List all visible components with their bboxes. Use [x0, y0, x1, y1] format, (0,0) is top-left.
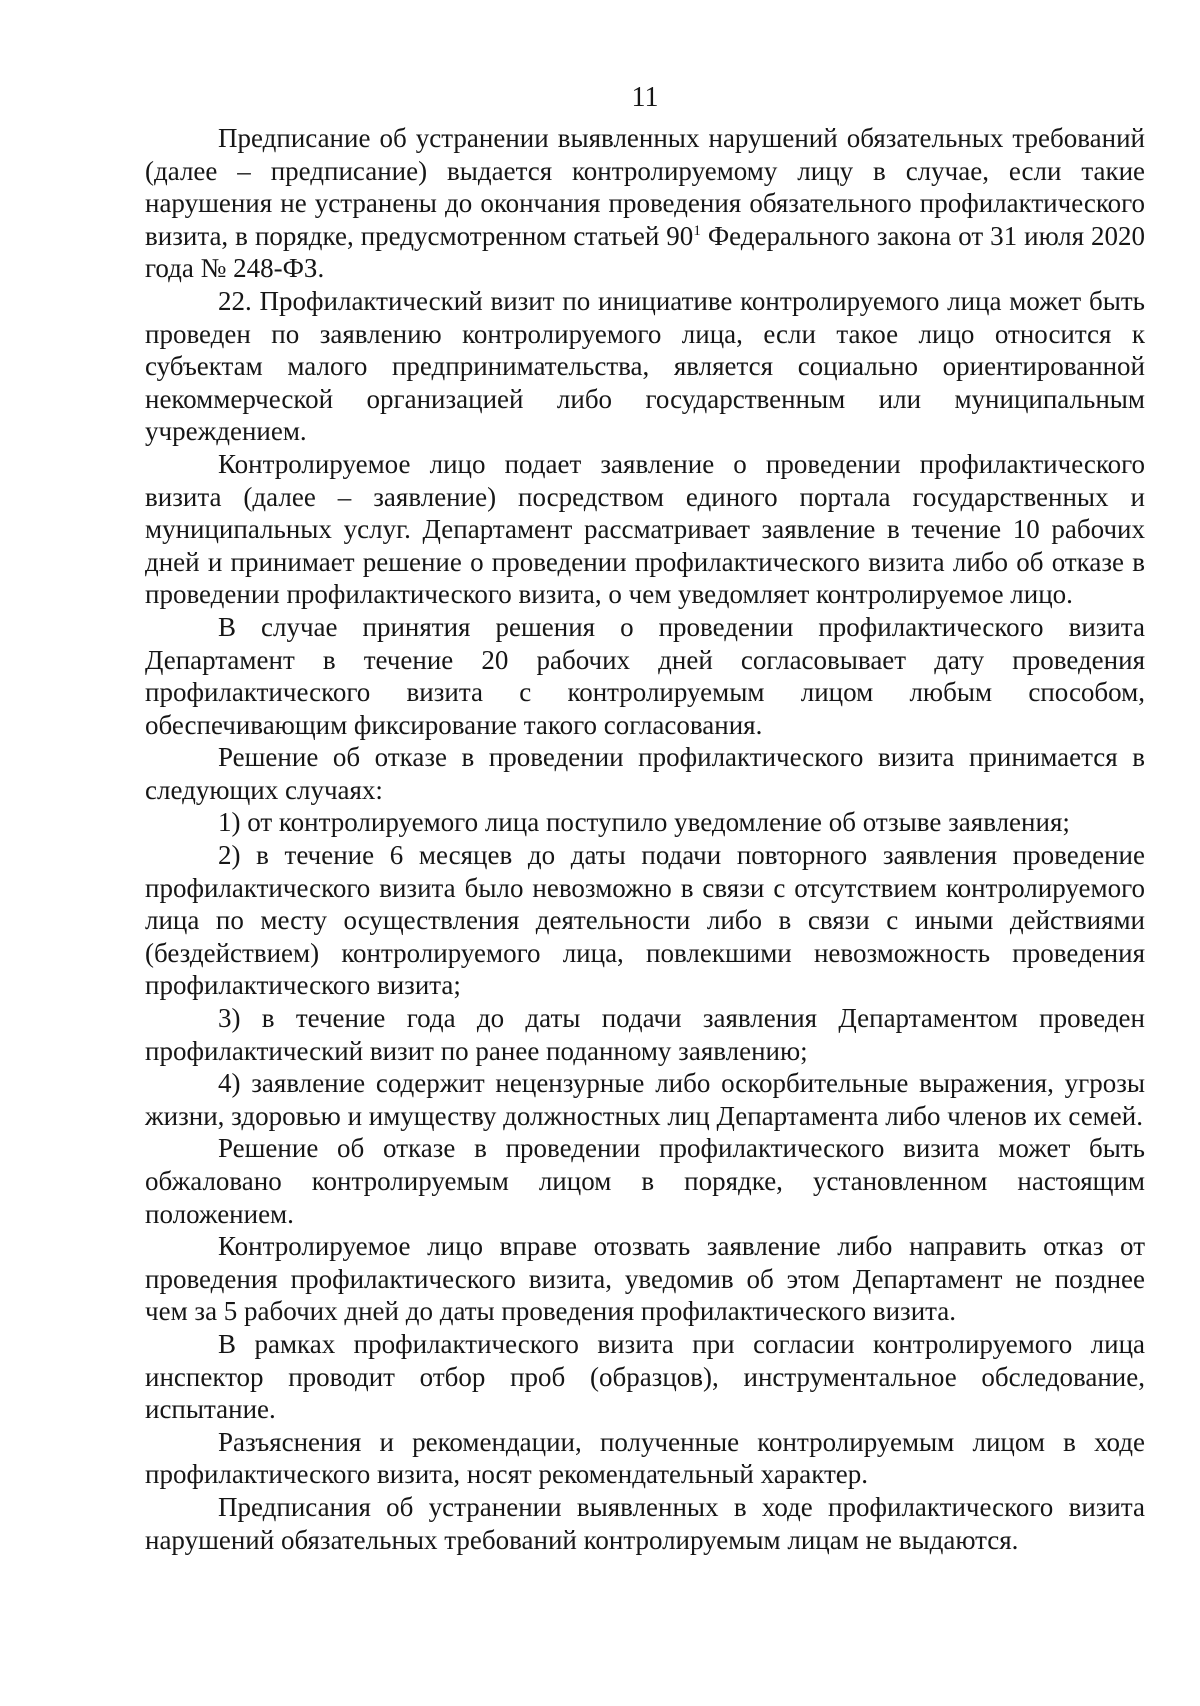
superscript: 1: [693, 222, 701, 239]
paragraph-text: Предписание об устранении выявленных нарушений обязательных требований (далее – предписание) выдается контролируемому лицу в случае, если такие нарушения не устранены до окончания проведения обязательного профилактического визита, в порядке, предусмотренном статьей 90: [145, 123, 1145, 251]
paragraph-decision-accepted: В случае принятия решения о проведении профилактического визита Департамент в течение 20 рабочих дней согласовывает дату проведения профилактического визита с контролируемым лицом любым способом, обеспечивающим фиксирование такого согласования.: [145, 611, 1145, 740]
page-number: 11: [631, 82, 659, 113]
paragraph-appeal: Решение об отказе в проведении профилактического визита может быть обжаловано контролируемым лицом в порядке, установленном настоящим положением.: [145, 1133, 1145, 1229]
list-item-4: 4) заявление содержит нецензурные либо оскорбительные выражения, угрозы жизни, здоровью и имуществу должностных лиц Департамента либо членов их семей.: [145, 1068, 1145, 1131]
list-item-2: 2) в течение 6 месяцев до даты подачи повторного заявления проведение профилактического визита было невозможно в связи с отсутствием контролируемого лица по месту осуществления деятельности либо в связи с иными действиями (бездействием) контролируемого лица, повлекшими невозможность проведения профилактического визита;: [145, 840, 1145, 1001]
list-item-3: 3) в течение года до даты подачи заявления Департаментом проведен профилактический визит по ранее поданному заявлению;: [145, 1003, 1145, 1066]
paragraph-prescription: [145, 122, 1145, 285]
list-item-1: 1) от контролируемого лица поступило уведомление об отзыве заявления;: [218, 807, 1070, 838]
document-body: [145, 122, 1145, 1556]
paragraph-sampling: В рамках профилактического визита при согласии контролируемого лица инспектор проводит отбор проб (образцов), инструментальное обследование, испытание.: [145, 1328, 1145, 1425]
paragraph-refusal-cases: Решение об отказе в проведении профилактического визита принимается в следующих случаях:: [145, 742, 1145, 805]
paragraph-withdrawal: Контролируемое лицо вправе отозвать заявление либо направить отказ от проведения профилактического визита, уведомив об этом Департамент не позднее чем за 5 рабочих дней до даты проведения профилактического визита.: [145, 1231, 1145, 1327]
paragraph-22: 22. Профилактический визит по инициативе контролируемого лица может быть проведен по заявлению контролируемого лица, если такое лицо относится к субъектам малого предпринимательства, является социально ориентированной некоммерческой организацией либо государственным или муниципальным учреждением.: [145, 285, 1145, 447]
paragraph-no-prescriptions: Предписания об устранении выявленных в ходе профилактического визита нарушений обязательных требований контролируемым лицам не выдаются.: [145, 1491, 1145, 1555]
paragraph-application: Контролируемое лицо подает заявление о проведении профилактического визита (далее – заявление) посредством единого портала государственных и муниципальных услуг. Департамент рассматривает заявление в течение 10 рабочих дней и принимает решение о проведении профилактического визита либо об отказе в проведении профилактического визита, о чем уведомляет контролируемое лицо.: [145, 448, 1145, 610]
paragraph-recommendations: Разъяснения и рекомендации, полученные контролируемым лицом в ходе профилактического визита, носят рекомендательный характер.: [145, 1426, 1145, 1490]
paragraph-text-continued: Федерального закона от 31 июля 2020 года № 248-ФЗ.: [145, 220, 1146, 284]
